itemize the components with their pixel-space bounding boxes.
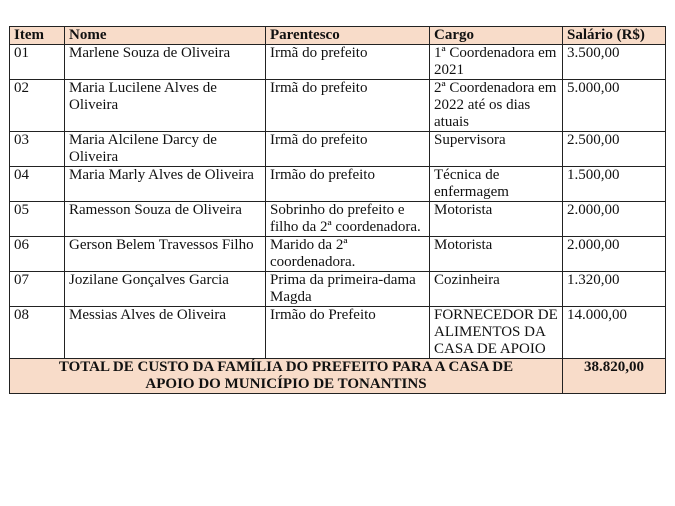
total-label	[10, 359, 563, 394]
cell-parentesco: Marido da 2ª coordenadora.	[266, 237, 430, 272]
cell-cargo: Motorista	[430, 237, 563, 272]
total-label-line2: APOIO DO MUNICÍPIO DE TONANTINS	[145, 376, 427, 392]
cell-nome: Gerson Belem Travessos Filho	[65, 237, 266, 272]
cell-item: 06	[10, 237, 65, 272]
cell-salario: 1.500,00	[563, 167, 666, 202]
cell-cargo: Cozinheira	[430, 272, 563, 307]
cell-parentesco: Irmã do prefeito	[266, 80, 430, 132]
cell-item: 05	[10, 202, 65, 237]
cell-item: 07	[10, 272, 65, 307]
cell-nome: Maria Lucilene Alves de Oliveira	[65, 80, 266, 132]
cell-salario: 3.500,00	[563, 45, 666, 80]
cell-item: 04	[10, 167, 65, 202]
cell-item: 01	[10, 45, 65, 80]
cell-parentesco: Irmã do prefeito	[266, 132, 430, 167]
cell-salario: 5.000,00	[563, 80, 666, 132]
table-row	[10, 167, 666, 202]
cell-cargo: Técnica de enfermagem	[430, 167, 563, 202]
cell-salario: 2.500,00	[563, 132, 666, 167]
table-row	[10, 272, 666, 307]
total-row	[10, 359, 666, 394]
cell-item: 03	[10, 132, 65, 167]
cell-salario: 1.320,00	[563, 272, 666, 307]
cell-nome: Maria Alcilene Darcy de Oliveira	[65, 132, 266, 167]
header-nome: Nome	[65, 27, 266, 45]
cell-cargo: 1ª Coordenadora em 2021	[430, 45, 563, 80]
cell-nome: Ramesson Souza de Oliveira	[65, 202, 266, 237]
header-cargo: Cargo	[430, 27, 563, 45]
family-cost-table	[9, 26, 666, 394]
cell-salario: 2.000,00	[563, 202, 666, 237]
table-row	[10, 202, 666, 237]
total-label-line1: TOTAL DE CUSTO DA FAMÍLIA DO PREFEITO PARA A CASA DE	[58, 359, 514, 375]
table-row	[10, 80, 666, 132]
header-parentesco: Parentesco	[266, 27, 430, 45]
cell-parentesco: Sobrinho do prefeito e filho da 2ª coordenadora.	[266, 202, 430, 237]
cell-nome: Messias Alves de Oliveira	[65, 307, 266, 359]
total-value: 38.820,00	[563, 359, 666, 394]
cell-nome: Jozilane Gonçalves Garcia	[65, 272, 266, 307]
table-row	[10, 132, 666, 167]
table-row	[10, 237, 666, 272]
cell-parentesco: Irmão do Prefeito	[266, 307, 430, 359]
header-item: Item	[10, 27, 65, 45]
cell-cargo: 2ª Coordenadora em 2022 até os dias atuais	[430, 80, 563, 132]
cell-cargo: Motorista	[430, 202, 563, 237]
cell-parentesco: Prima da primeira-dama Magda	[266, 272, 430, 307]
cell-parentesco: Irmã do prefeito	[266, 45, 430, 80]
cell-cargo: Supervisora	[430, 132, 563, 167]
cell-salario: 14.000,00	[563, 307, 666, 359]
cell-salario: 2.000,00	[563, 237, 666, 272]
table-row	[10, 45, 666, 80]
cell-nome: Maria Marly Alves de Oliveira	[65, 167, 266, 202]
cell-cargo: FORNECEDOR DE ALIMENTOS DA CASA DE APOIO	[430, 307, 563, 359]
cell-item: 08	[10, 307, 65, 359]
cell-nome: Marlene Souza de Oliveira	[65, 45, 266, 80]
table-header-row	[10, 27, 666, 45]
header-salario: Salário (R$)	[563, 27, 666, 45]
table-row	[10, 307, 666, 359]
cell-parentesco: Irmão do prefeito	[266, 167, 430, 202]
cell-item: 02	[10, 80, 65, 132]
